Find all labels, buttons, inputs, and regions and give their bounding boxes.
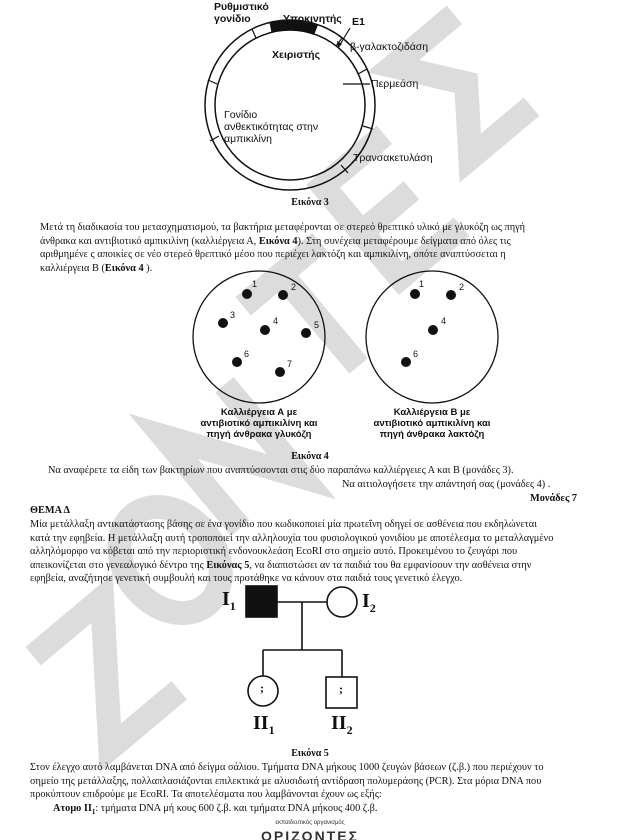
plate-b	[366, 271, 498, 403]
footer-org: εκπαιδευτικός οργανισμός	[275, 820, 345, 826]
colony	[242, 289, 252, 299]
colony	[446, 290, 456, 300]
paragraph-2: Στον έλεγχο αυτό λαμβάνεται DNA από δείγμα σάλιου. Τμήματα DNA μήκους 1000 ζευγών βάσεων (ζ.β.) που περιέχουν το σημείο της μετάλλαξης, πολλαπλασιάζονται επιλεκτικά με αλυσιδωτή αντίδραση πολυμεράσης (PCR). Στα μόρια DNA που προκύπτουν επιδρούμε με EcoRI. Τα αποτελέσματα που λαμβάνονται έχουν ως εξής: Ατομο $II_1$: τμήματα DNA μή κους 600 ζ.β. και τμήματα DNA μήκους 400 ζ.β.	[30, 762, 544, 816]
question-line-1: Να αναφέρετε τα είδη των βακτηρίων που αναπτύσσονται στις δύο παραπάνω καλλιέργειες Α και Β (μονάδες 3).	[48, 465, 514, 476]
figure5-caption: Εικόνα 5	[291, 748, 329, 759]
plate-a	[193, 271, 325, 403]
paragraph-1: Μετά τη διαδικασία του μετασχηματισμού, τα βακτήρια μεταφέρονται σε στερεό θρεπτικό υλικό με γλυκόζη ως πηγή άνθρακα και αντιβιοτικό αμπικιλίνη (καλλιέργεια Α, Εικόνα 4). Στη συνέχεια μεταφέρουμε δείγματα από όλες τις αριθμημένε ς αποικίες σε νέο στερεό θρεπτικό μέσο που περιέχει λακτόζη και αμπικιλίνη, οπότε αναπτύσσεται η καλλιέργεια Β (Εικόνα 4 ).	[40, 222, 526, 274]
individual-I1	[246, 586, 277, 617]
colony	[278, 290, 288, 300]
theme-d-title: ΘΕΜΑ Δ	[30, 505, 70, 516]
marks: Μονάδες 7	[530, 493, 578, 504]
figure3-caption: Εικόνα 3	[291, 197, 329, 208]
plate-b-label: Καλλιέργεια Β με αντιβιοτικό αμπικιλίνη και πηγή άνθρακα λακτόζη	[373, 407, 491, 440]
individual-I2	[327, 587, 357, 617]
label-e1: Ε1	[352, 16, 365, 28]
label-transacetylase: Τρανσακετυλάση	[353, 152, 433, 164]
colony	[401, 357, 411, 367]
colony	[218, 318, 228, 328]
label-permease: Περμεάση	[371, 78, 419, 90]
document-page: Ρυθμιστικό γονίδιο Υποκινητής Ε1 Χειριστής β-γαλακτοζιδάση Περμεάση Γονίδιο ανθεκτικότητας στην αμπικιλίνη Τρανσακετυλάση Εικόνα 3 Μετά τη διαδικασία του μετασχηματισμού, τα βακτήρια μεταφέρονται σε στερεό θρεπτικό υλικό με γλυκόζη ως πηγή άνθρακα και αντιβιοτικό αμπικιλίνη (καλλιέργεια Α, Εικόνα 4). Στη συνέχεια μεταφέρουμε δείγματα από όλες τις αριθμημένε ς αποικίες σε νέο στερεό θρεπτικό μέσο που περιέχει λακτόζη και αμπικιλίνη, οπότε αναπτύσσεται η καλλιέργεια Β (Εικόνα 4 ). 1 2 3 4 5 6 7 1 2 4 6 Καλλιέργεια Α με αντιβιοτικό αμπικιλίνη και πηγή άνθρακα γλυκόζη Καλλιέργεια Β με αντιβιοτικό αμπικιλίνη και πηγή άνθρακα λακτόζη Εικόνα 4 Να αναφέρετε τα είδη των βακτηρίων που αναπτύσσονται στις δύο παραπάνω καλλιέργειες Α και Β (μονάδες 3). Να αιτιολογήσετε την απάντησή σας (μονάδες 4) . Μονάδες 7 ΘΕΜΑ Δ Μία μετάλλαξη αντικατάστασης βάσης σε ένα γονίδιο που κωδικοποιεί μία πρωτεΐνη οδηγεί σε ασθένεια που εκδηλώνεται κατά την εφηβεία. Η μετάλλαξη αυτή τροποποιεί την αλληλουχία του φυσιολογικού γονιδίου με αποτέλεσμα το μεταλλαγμένο αλληλόμορφο να κόβεται από την περιοριστική ενδονουκλεάση EcoRI στο σημείο αυτό. Προκειμένου το ζευγάρι που απεικονίζεται στο γενεαλογικό δέντρο της Εικόνας 5, να διαπιστώσει αν τα παιδιά του θα εμφανίσουν την ασθένεια στην εφηβεία, αναζήτησε γενετική συμβουλή και τους προτάθηκε να κάνουν στα παιδιά τους γενετικό έλεγχο. $I_1$ $I_2$ $II_1$ $II_2$ ; ; Εικόνα 5 Στον έλεγχο αυτό λαμβάνεται DNA από δείγμα σάλιου. Τμήματα DNA μήκους 1000 ζευγών βάσεων (ζ.β.) που περιέχουν το σημείο της μετάλλαξης, πολλαπλασιάζονται επιλεκτικά με αλυσιδωτή αντίδραση πολυμεράσης (PCR). Στα μόρια DNA που προκύπτουν επιδρούμε με EcoRI. Τα αποτελέσματα που λαμβάνονται έχουν ως εξής: Ατομο $II_1$: τμήματα DNA μή κους 600 ζ.β. και τμήματα DNA μήκους 400 ζ.β. εκπαιδευτικός οργανισμός ΟΡΙΖΟΝΤΕΣ	[0, 0, 620, 840]
colony	[232, 357, 242, 367]
colony	[260, 325, 270, 335]
label-promoter: Υποκινητής	[283, 13, 342, 25]
figure4-caption: Εικόνα 4	[291, 451, 329, 462]
colony	[275, 367, 285, 377]
colony	[301, 328, 311, 338]
colony	[428, 325, 438, 335]
label-beta-gal: β-γαλακτοζιδάση	[350, 41, 429, 53]
theme-d-text: Μία μετάλλαξη αντικατάστασης βάσης σε ένα γονίδιο που κωδικοποιεί μία πρωτεΐνη οδηγεί σε ασθένεια που εκδηλώνεται κατά την εφηβεία. Η μετάλλαξη αυτή τροποποιεί την αλληλουχία του φυσιολογικού γονιδίου με αποτέλεσμα το μεταλλαγμένο αλληλόμορφο να κόβεται από την περιοριστική ενδονουκλεάση EcoRI στο σημείο αυτό. Προκειμένου το ζευγάρι που απεικονίζεται στο γενεαλογικό δέντρο της Εικόνας 5, να διαπιστώσει αν τα παιδιά του θα εμφανίσουν την ασθένεια στην εφηβεία, αναζήτησε γενετική συμβουλή και τους προτάθηκε να κάνουν στα παιδιά τους γενετικό έλεγχο.	[30, 519, 554, 585]
question-line-2: Να αιτιολογήσετε την απάντησή σας (μονάδες 4) .	[342, 479, 551, 490]
label-regulatory-gene: Ρυθμιστικό γονίδιο	[214, 1, 269, 25]
footer-logo: ΟΡΙΖΟΝΤΕΣ	[261, 828, 359, 840]
label-operator: Χειριστής	[272, 49, 321, 61]
plate-a-label: Καλλιέργεια Α με αντιβιοτικό αμπικιλίνη και πηγή άνθρακα γλυκόζη	[200, 407, 318, 440]
colony	[410, 289, 420, 299]
label-amp-gene: Γονίδιο ανθεκτικότητας στην αμπικιλίνη	[224, 109, 319, 145]
